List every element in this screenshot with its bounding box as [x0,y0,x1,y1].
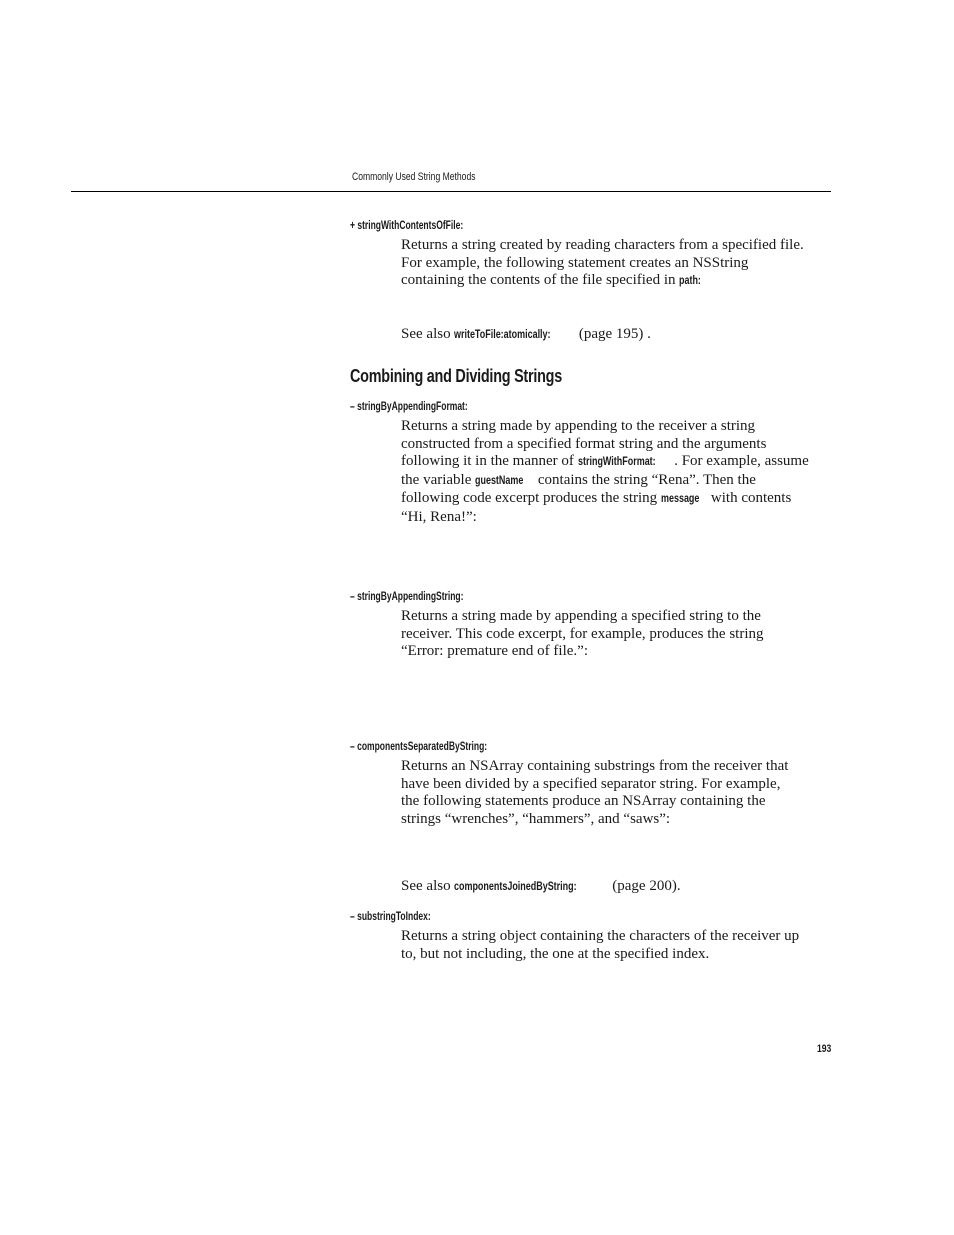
text-line: Returns a string made by appending a specified string to the [401,608,761,624]
method-description [401,237,811,291]
method-description [401,418,811,527]
running-header: Commonly Used String Methods [352,171,476,183]
text-fragment: the variable [401,471,472,488]
text-fragment: containing the contents of the file specified in [401,272,676,289]
text-fragment: with contents [710,490,792,507]
text-fragment: following code excerpt produces the string [401,490,658,507]
text-fragment: contains the string “Rena”. Then the [537,471,756,488]
text-line: For example, the following statement creates an NSString [401,254,749,271]
text-fragment: following it in the manner of [401,453,574,470]
text-fragment: . For example, assume [674,453,809,470]
text-line [401,326,811,345]
method-signature: – stringByAppendingFormat: [350,401,468,413]
method-signature: – componentsSeparatedByString: [350,741,488,753]
method-description [401,928,811,963]
code-link[interactable]: componentsJoinedByString: [454,881,577,893]
page-reference: (page 195) . [578,326,651,342]
see-also [401,326,811,345]
text-line: strings “wrenches”, “hammers”, and “saws”: [401,810,671,827]
text-line [401,490,811,509]
method-signature: + stringWithContentsOfFile: [350,220,464,232]
text-line: the following statements produce an NSArray containing the [401,793,766,810]
text-line: constructed from a specified format string and the arguments [401,435,767,452]
text-line: Returns a string made by appending to the receiver a string [401,418,756,434]
text-line: Returns an NSArray containing substrings from the receiver that [401,758,789,774]
method-description [401,608,811,661]
page-number: 193 [817,1043,832,1055]
code-link[interactable]: writeToFile:atomically: [454,329,551,341]
page-reference: (page 200). [612,878,681,894]
code-term: guestName [475,474,524,487]
text-fragment: See also [401,326,451,342]
header-rule [71,191,831,192]
see-also [401,878,811,897]
text-line [401,272,811,291]
text-line: have been divided by a specified separator string. For example, [401,775,781,792]
text-line [401,472,811,491]
text-line: Returns a string created by reading characters from a specified file. [401,237,804,253]
section-heading: Combining and Dividing Strings [350,366,562,386]
text-line: Returns a string object containing the characters of the receiver up [401,928,800,944]
method-signature: – stringByAppendingString: [350,591,464,603]
code-term: path: [679,275,702,288]
method-signature: – substringToIndex: [350,911,431,923]
text-line: “Hi, Rena!”: [401,508,477,525]
text-fragment: See also [401,878,451,894]
text-line: receiver. This code excerpt, for example, produces the string [401,625,764,642]
text-line: “Error: premature end of file.”: [401,643,588,660]
code-term: stringWithFormat: [577,456,656,469]
text-line: to, but not including, the one at the specified index. [401,945,710,962]
method-description [401,758,811,828]
text-line [401,878,811,897]
code-term: message [660,493,700,506]
text-line [401,453,811,472]
